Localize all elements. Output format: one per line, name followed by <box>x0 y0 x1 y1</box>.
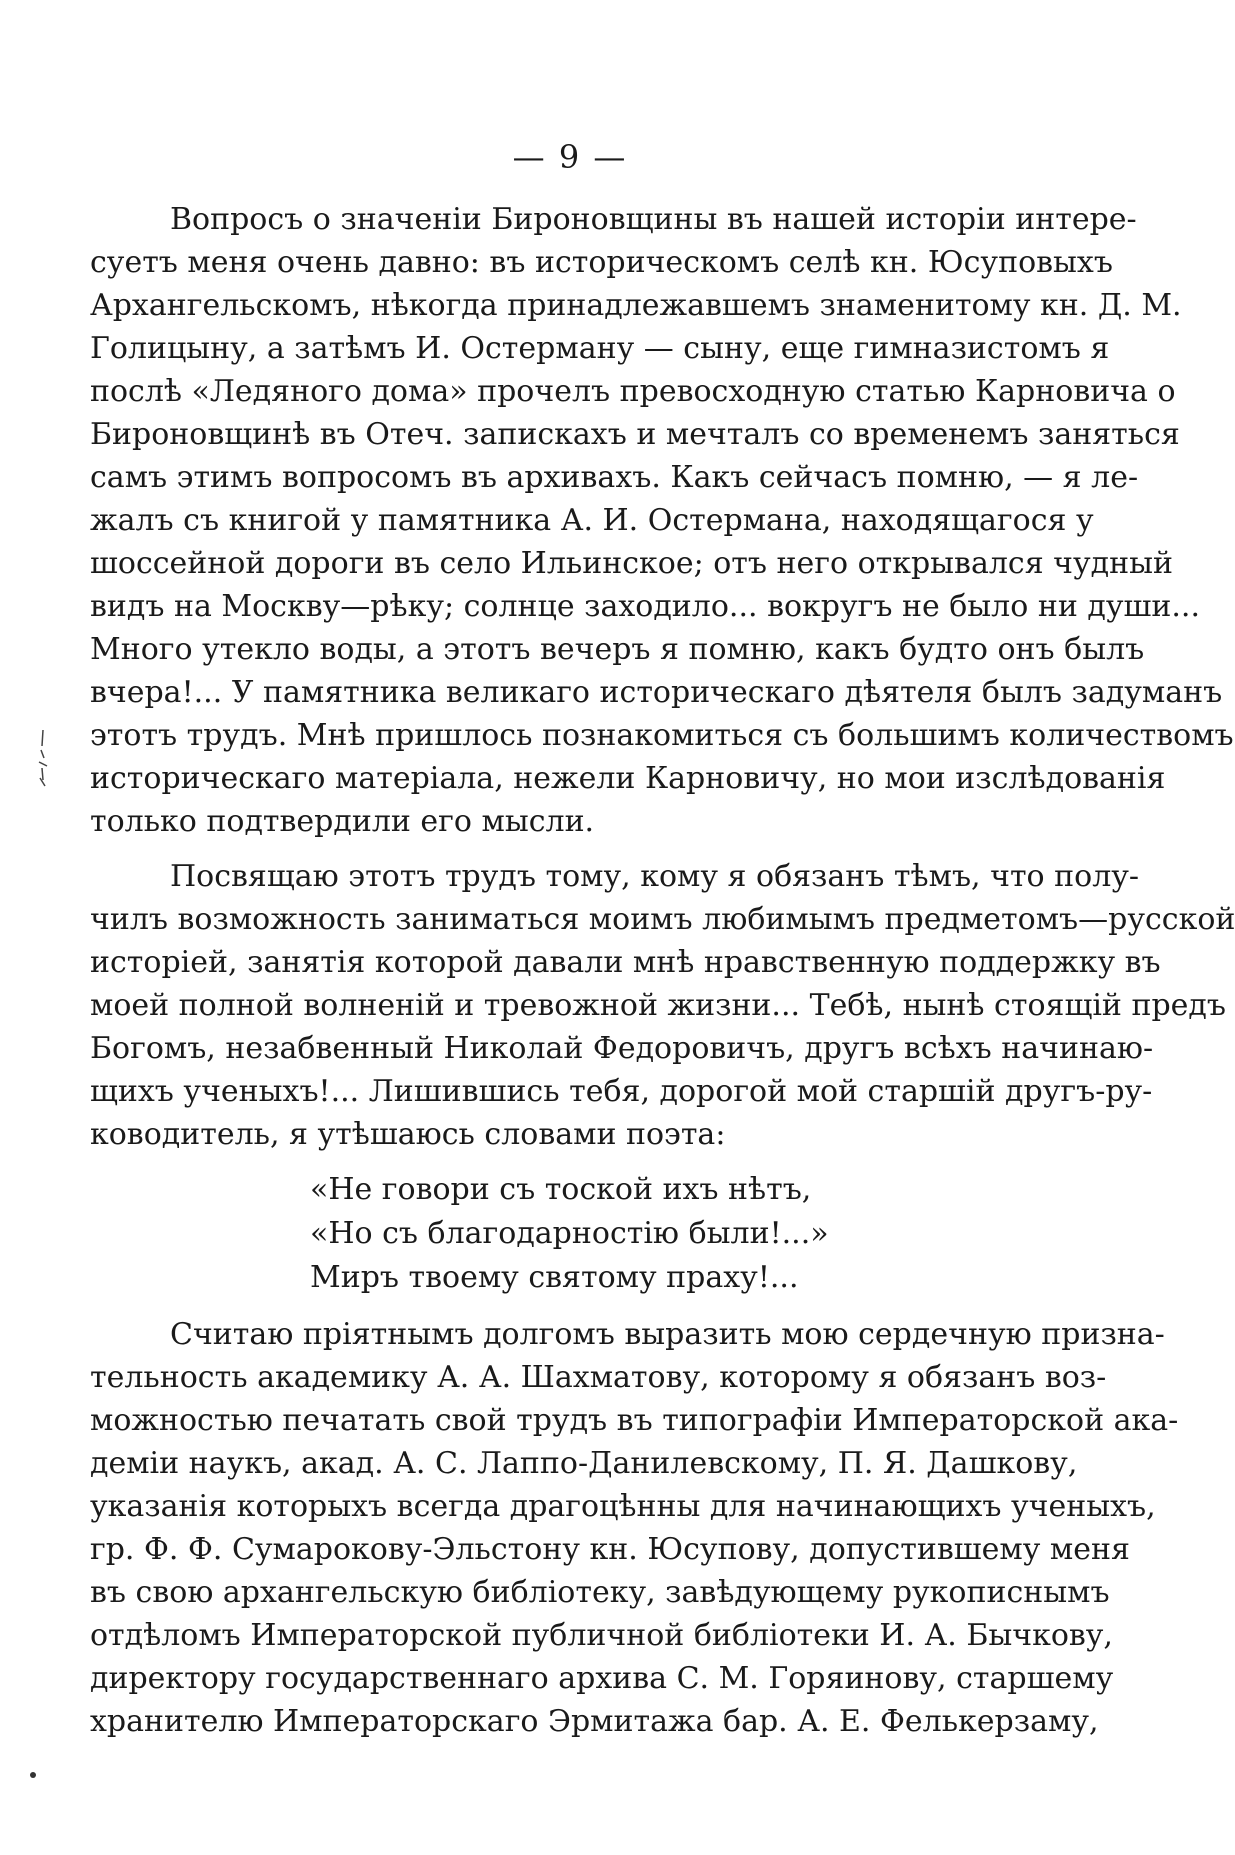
text-line: шоссейной дороги въ село Ильинское; отъ него открывался чудный <box>90 546 1173 581</box>
text-line: вчера!... У памятника великаго историческаго дѣятеля былъ задуманъ <box>90 675 1223 710</box>
text-line: въ свою архангельскую библiотеку, завѣдующему рукописнымъ <box>90 1575 1110 1610</box>
text-line: Вопросъ о значенiи Бироновщины въ нашей исторiи интере- <box>170 202 1137 237</box>
paragraph-dedication <box>90 855 1235 1156</box>
text-line: Много утекло воды, а этотъ вечеръ я помню, какъ будто онъ былъ <box>90 632 1145 667</box>
page-number: — 9 — <box>512 138 628 176</box>
text-line: видъ на Москву—рѣку; солнце заходило... вокругъ не было ни души... <box>90 589 1200 624</box>
text-line: демiи наукъ, акад. А. С. Лаппо-Данилевскому, П. Я. Дашкову, <box>90 1446 1078 1481</box>
text-line: отдѣломъ Императорской публичной библiотеки И. А. Бычкову, <box>90 1618 1113 1653</box>
paragraph-origin <box>90 198 1234 843</box>
text-line: этотъ трудъ. Мнѣ пришлось познакомиться съ большимъ количествомъ <box>90 718 1234 753</box>
paragraph-acknowledgements <box>90 1313 1179 1743</box>
verse-line: «Не говори съ тоской ихъ нѣтъ, <box>310 1172 812 1207</box>
text-line: щихъ ученыхъ!... Лишившись тебя, дорогой мой старшiй другъ-ру- <box>90 1074 1153 1109</box>
text-line: хранителю Императорскаго Эрмитажа бар. А. Е. Фелькерзаму, <box>90 1704 1099 1739</box>
text-line: историческаго матерiала, нежели Карновичу, но мои изслѣдованiя <box>90 761 1166 796</box>
text-line: тельность академику А. А. Шахматову, которому я обязанъ воз- <box>90 1360 1107 1395</box>
text-line: послѣ «Ледяного дома» прочелъ превосходную статью Карновича о <box>90 374 1176 409</box>
text-line: только подтвердили его мысли. <box>90 804 595 839</box>
text-line: моей полной волненiй и тревожной жизни... Тебѣ, нынѣ стоящiй предъ <box>90 988 1226 1023</box>
verse-line: «Но съ благодарностiю были!...» <box>310 1216 829 1251</box>
text-line: указанiя которыхъ всегда драгоцѣнны для начинающихъ ученыхъ, <box>90 1489 1156 1524</box>
margin-scribble-icon <box>36 728 50 788</box>
text-line: Архангельскомъ, нѣкогда принадлежавшемъ знаменитому кн. Д. М. <box>90 288 1182 323</box>
verse-line: Миръ твоему святому праху!... <box>310 1260 799 1295</box>
text-line: самъ этимъ вопросомъ въ архивахъ. Какъ сейчасъ помню, — я ле- <box>90 460 1139 495</box>
text-line: жалъ съ книгой у памятника А. И. Остермана, находящагося у <box>90 503 1094 538</box>
text-line: суетъ меня очень давно: въ историческомъ селѣ кн. Юсуповыхъ <box>90 245 1113 280</box>
text-line: гр. Ф. Ф. Сумарокову-Эльстону кн. Юсупову, допустившему меня <box>90 1532 1130 1567</box>
poem-quote <box>310 1168 910 1300</box>
text-line: Посвящаю этотъ трудъ тому, кому я обязанъ тѣмъ, что полу- <box>170 859 1140 894</box>
text-line: Считаю прiятнымъ долгомъ выразить мою сердечную призна- <box>170 1317 1165 1352</box>
text-line: Бироновщинѣ въ Отеч. запискахъ и мечталъ со временемъ заняться <box>90 417 1180 452</box>
ink-dot-icon <box>30 1772 36 1778</box>
text-line: Голицыну, а затѣмъ И. Остерману — сыну, еще гимназистомъ я <box>90 331 1110 366</box>
text-line: директору государственнаго архива С. М. Горяинову, старшему <box>90 1661 1114 1696</box>
text-line: Богомъ, незабвенный Николай Федоровичъ, другъ всѣхъ начинаю- <box>90 1031 1154 1066</box>
text-line: ководитель, я утѣшаюсь словами поэта: <box>90 1117 726 1152</box>
text-line: исторiей, занятiя которой давали мнѣ нравственную поддержку въ <box>90 945 1161 980</box>
text-line: можностью печатать свой трудъ въ типографiи Императорской ака- <box>90 1403 1179 1438</box>
text-line: чилъ возможность заниматься моимъ любимымъ предметомъ—русской <box>90 902 1235 937</box>
